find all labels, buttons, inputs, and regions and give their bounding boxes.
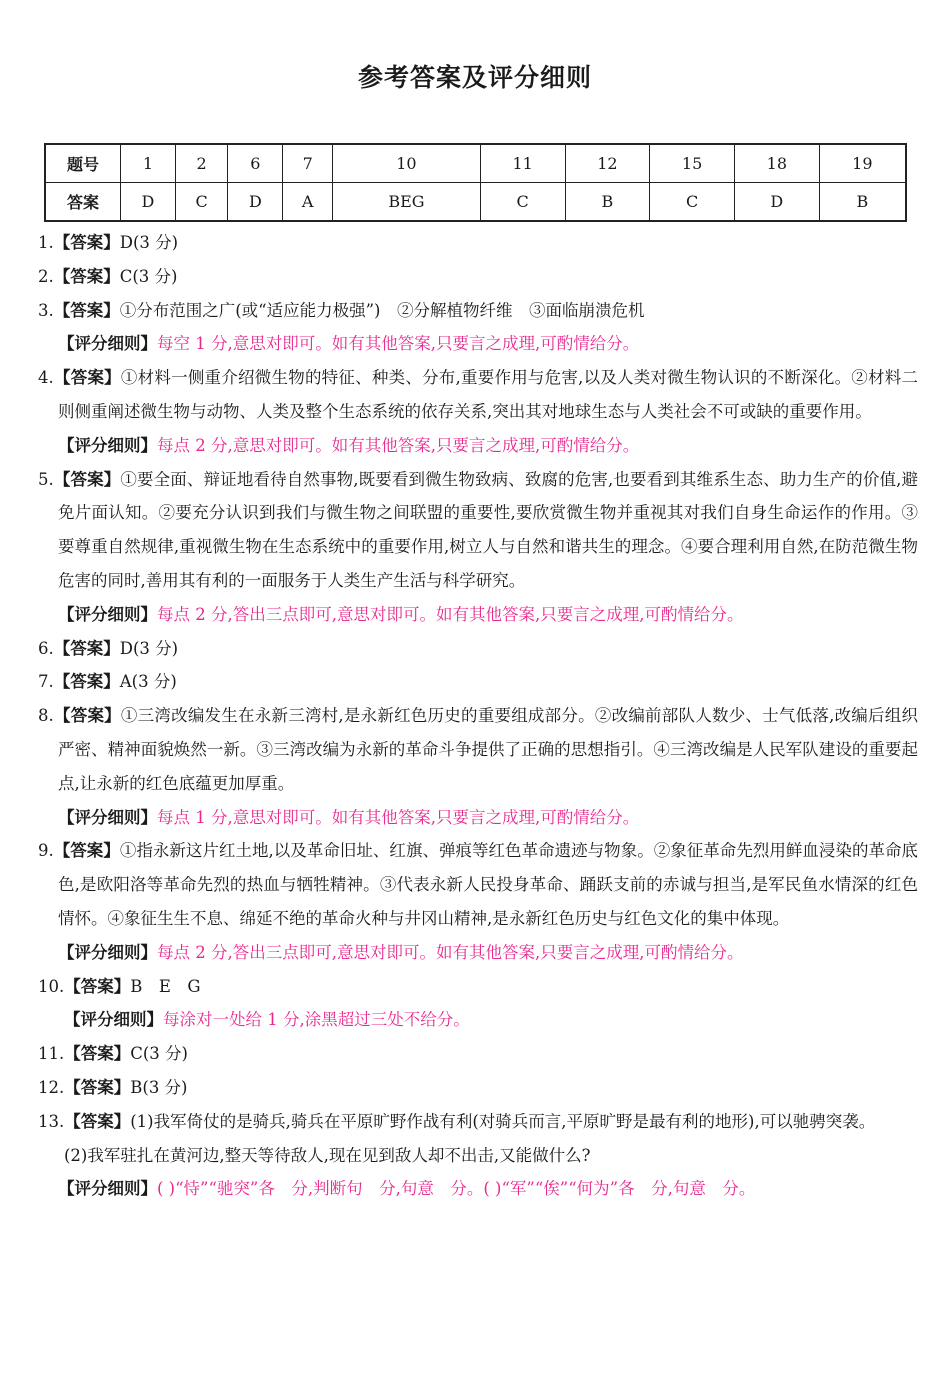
table-cell: 2 — [175, 144, 228, 183]
answer-label: 【答案】 — [53, 266, 120, 286]
table-cell: C — [480, 183, 565, 222]
answer-item-4 — [38, 361, 918, 429]
scoring-item-4 — [38, 429, 918, 463]
answer-text: A(3 分) — [119, 672, 177, 692]
answer-item-1 — [38, 226, 918, 260]
scoring-item-8 — [38, 801, 918, 835]
scoring-item-5 — [38, 598, 918, 632]
scoring-label: 【评分细则】 — [64, 1010, 163, 1030]
answer-item-13-part-2: (2)我军驻扎在黄河边,整天等待敌人,现在见到敌人却不出击,又能做什么? — [64, 1145, 591, 1165]
answer-item-5 — [38, 463, 918, 598]
scoring-text: 每点 2 分,意思对即可。如有其他答案,只要言之成理,可酌情给分。 — [157, 435, 640, 455]
scoring-item-10 — [38, 1003, 918, 1037]
item-number: 3. — [38, 300, 54, 320]
scoring-text: 每点 2 分,答出三点即可,意思对即可。如有其他答案,只要言之成理,可酌情给分。 — [157, 604, 744, 624]
row-label-answer: 答案 — [45, 183, 121, 222]
scoring-label: 【评分细则】 — [58, 807, 157, 827]
item-number: 4. — [38, 368, 54, 388]
answer-label: 【答案】 — [53, 300, 120, 320]
answer-item-13 — [38, 1105, 918, 1139]
item-number: 1. — [38, 233, 54, 252]
scoring-item-3 — [38, 327, 918, 361]
answer-text: (1)我军倚仗的是骑兵,骑兵在平原旷野作战有利(对骑兵而言,平原旷野是最有利的地形),可以驰骋突袭。 — [130, 1111, 876, 1131]
table-cell: B — [565, 183, 650, 222]
answer-label: 【答案】 — [64, 1077, 131, 1097]
answer-text: ①三湾改编发生在永新三湾村,是永新红色历史的重要组成部分。②改编前部队人数少、士气低落,改编后组织严密、精神面貌焕然一新。③三湾改编为永新的革命斗争提供了正确的思想指引。④三湾改编是人民军队建设的重要起点,让永新的红色底蕴更加厚重。 — [58, 706, 918, 793]
answer-item-11 — [38, 1037, 918, 1071]
scoring-text: 每涂对一处给 1 分,涂黑超过三处不给分。 — [163, 1010, 470, 1030]
answer-item-3 — [38, 294, 918, 328]
answer-text: C(3 分) — [119, 266, 178, 286]
table-cell: 6 — [228, 144, 283, 183]
scoring-label: 【评分细则】 — [58, 435, 157, 455]
table-cell: 10 — [333, 144, 481, 183]
scoring-text: ( )“恃”“驰突”各 分,判断句 分,句意 分。( )“军”“俟”“何为”各 分,句意 分。 — [157, 1179, 756, 1199]
page-title: 参考答案及评分细则 — [357, 63, 592, 92]
item-number: 8. — [38, 706, 54, 726]
scoring-text: 每空 1 分,意思对即可。如有其他答案,只要言之成理,可酌情给分。 — [157, 334, 640, 354]
answer-text: C(3 分) — [130, 1044, 188, 1064]
scoring-label: 【评分细则】 — [58, 1179, 157, 1199]
item-number: 2. — [38, 266, 54, 286]
scoring-text: 每点 1 分,意思对即可。如有其他答案,只要言之成理,可酌情给分。 — [157, 807, 640, 827]
scoring-item-13 — [38, 1172, 918, 1206]
scoring-item-9 — [38, 936, 918, 970]
table-row-answers — [45, 183, 906, 222]
table-cell: 12 — [565, 144, 650, 183]
table-cell: 11 — [480, 144, 565, 183]
table-cell: BEG — [333, 183, 481, 222]
table-cell: 1 — [121, 144, 176, 183]
answer-text: B(3 分) — [130, 1077, 188, 1097]
scoring-label: 【评分细则】 — [58, 334, 157, 354]
table-row-numbers — [45, 144, 906, 183]
item-number: 13. — [38, 1111, 65, 1131]
answer-text: ①分布范围之广(或“适应能力极强”) ②分解植物纤维 ③面临崩溃危机 — [119, 300, 645, 320]
answer-label: 【答案】 — [64, 1111, 131, 1131]
answer-label: 【答案】 — [53, 638, 120, 658]
item-number: 12. — [38, 1077, 65, 1097]
answer-item-7 — [38, 665, 918, 699]
table-cell: C — [650, 183, 735, 222]
answer-label: 【答案】 — [64, 1044, 131, 1064]
item-number: 9. — [38, 841, 54, 861]
table-cell: 7 — [283, 144, 333, 183]
answer-item-8 — [38, 699, 918, 800]
table-cell: D — [734, 183, 819, 222]
answer-item-10 — [38, 970, 918, 1004]
table-cell: 18 — [734, 144, 819, 183]
answer-text: ①材料一侧重介绍微生物的特征、种类、分布,重要作用与危害,以及人类对微生物认识的不断深化。②材料二则侧重阐述微生物与动物、人类及整个生态系统的依存关系,突出其对地球生态与人类社会不可或缺的重要作用。 — [58, 368, 918, 421]
item-number: 7. — [38, 672, 54, 692]
answer-item-12 — [38, 1071, 918, 1105]
answer-label: 【答案】 — [53, 469, 121, 489]
item-number: 10. — [38, 976, 65, 996]
table-cell: D — [121, 183, 176, 222]
scoring-text: 每点 2 分,答出三点即可,意思对即可。如有其他答案,只要言之成理,可酌情给分。 — [157, 942, 744, 962]
answer-list — [38, 226, 918, 1206]
answer-label: 【答案】 — [64, 976, 131, 996]
table-cell: D — [228, 183, 283, 222]
answer-item-6 — [38, 632, 918, 666]
table-cell: A — [283, 183, 333, 222]
answer-text: D(3 分) — [119, 638, 179, 658]
answer-label: 【答案】 — [53, 706, 121, 726]
answer-item-9 — [38, 834, 918, 935]
answer-label: 【答案】 — [53, 841, 120, 861]
answer-label: 【答案】 — [53, 672, 120, 692]
answer-text: ①要全面、辩证地看待自然事物,既要看到微生物致病、致腐的危害,也要看到其维系生态、助力生产的价值,避免片面认知。②要充分认识到我们与微生物之间联盟的重要性,要欣赏微生物并重视其对我们自身生命运作的作用。③要尊重自然规律,重视微生物在生态系统中的重要作用,树立人与自然和谐共生的理念。④要合理利用自然,在防范微生物危害的同时,善用其有利的一面服务于人类生产生活与科学研究。 — [58, 469, 918, 590]
table-cell: B — [819, 183, 906, 222]
table-cell: C — [175, 183, 228, 222]
item-number: 11. — [38, 1044, 65, 1064]
item-number: 6. — [38, 638, 54, 658]
table-cell: 19 — [819, 144, 906, 183]
answer-text: B E G — [130, 976, 201, 996]
answer-table — [44, 143, 907, 222]
answer-item-2 — [38, 260, 918, 294]
scoring-label: 【评分细则】 — [58, 604, 157, 624]
answer-text: D(3 分) — [119, 233, 179, 252]
answer-label: 【答案】 — [53, 368, 121, 388]
answer-text: ①指永新这片红土地,以及革命旧址、红旗、弹痕等红色革命遗迹与物象。②象征革命先烈用鲜血浸染的革命底色,是欧阳洛等革命先烈的热血与牺牲精神。③代表永新人民投身革命、踊跃支前的赤诚与担当,是军民鱼水情深的红色情怀。④象征生生不息、绵延不绝的革命火种与井冈山精神,是永新红色历史与红色文化的集中体现。 — [58, 841, 919, 928]
item-number: 5. — [38, 469, 54, 489]
scoring-label: 【评分细则】 — [58, 942, 157, 962]
answer-label: 【答案】 — [53, 233, 120, 252]
row-label-number: 题号 — [45, 144, 121, 183]
table-cell: 15 — [650, 144, 735, 183]
